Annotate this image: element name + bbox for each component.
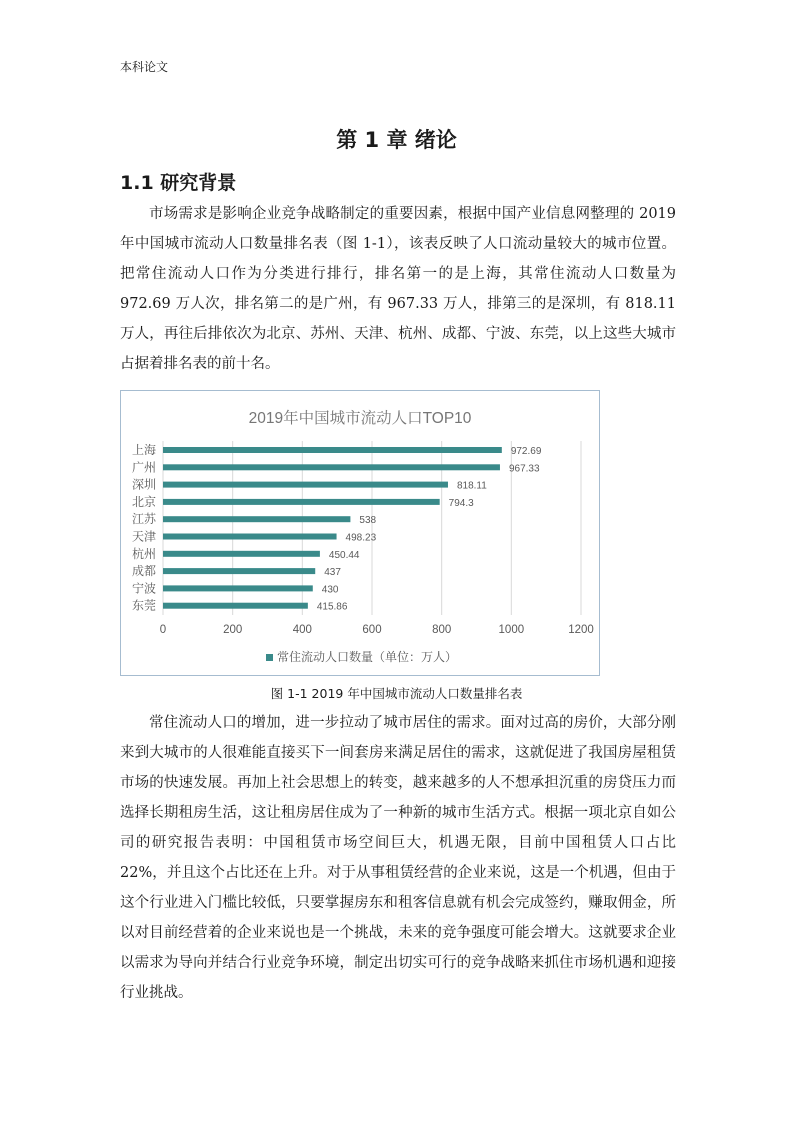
bar [163, 516, 350, 522]
chapter-title: 第 1 章 绪论 [336, 128, 457, 152]
section-title: 1.1 研究背景 [120, 172, 237, 194]
data-label: 538 [359, 515, 377, 527]
category-label: 江苏 [131, 512, 156, 527]
data-label: 450.44 [328, 549, 360, 561]
data-label: 430 [321, 584, 339, 596]
category-label: 天津 [131, 529, 156, 544]
bar [163, 482, 448, 488]
bar [163, 603, 308, 609]
category-label: 成都 [131, 564, 156, 579]
category-label: 宁波 [131, 581, 156, 596]
bar [163, 568, 315, 574]
bar [163, 585, 313, 591]
x-tick-label: 200 [223, 624, 243, 636]
x-tick-label: 400 [292, 624, 312, 636]
x-tick-label: 0 [159, 624, 167, 636]
chart-container [120, 390, 600, 676]
figure-caption: 图 1-1 2019 年中国城市流动人口数量排名表 [270, 686, 523, 701]
paragraph-demand: 常住流动人口的增加，进一步拉动了城市居住的需求。面对过高的房价，大部分刚来到大城市的人很难能直接买下一间套房来满足居住的需求，这就促进了我国房屋租赁市场的快速发展。再加上社会思想上的转变，越来越多的人不想承担沉重的房贷压力而选择长期租房生活，这让租房居住成为了一种新的城市生活方式。根据一项北京自如公司的研究报告表明：中国租赁市场空间巨大，机遇无限，目前中国租赁人口占比 22%，并且这个占比还在上升。对于从事租赁经营的企业来说，这是一个机遇，但由于这个行业进入门槛比较低，只要掌握房东和租客信息就有机会完成签约，赚取佣金，所以对目前经营着的企业来说也是一个挑战，未来的竞争强度可能会增大。这就要求企业以需求为导向并结合行业竞争环境，制定出切实可行的竞争战略来抓住市场机遇和迎接行业挑战。 [120, 715, 676, 1001]
bar [163, 499, 440, 505]
bar [163, 464, 500, 470]
page-header: 本科论文 [120, 60, 169, 74]
legend-label: 常住流动人口数量（单位：万人） [277, 650, 458, 664]
data-label: 967.33 [508, 463, 540, 475]
data-label: 437 [324, 567, 341, 579]
paragraph-intro: 市场需求是影响企业竞争战略制定的重要因素，根据中国产业信息网整理的 2019 年中国城市流动人口数量排名表（图 1-1），该表反映了人口流动量较大的城市位置。把常住流动人口作为分类进行排行，排名第一的是上海，其常住流动人口数量为 972.69 万人次，排名第二的是广州，有 967.33 万人，排第三的是深圳，有 818.11 万人，再往后排依次为北京、苏州、天津、杭州、成都、宁波、东莞，以上这些大城市占据着排名表的前十名。 [120, 206, 676, 372]
bar [163, 534, 337, 540]
category-label: 深圳 [131, 477, 156, 492]
category-label: 上海 [131, 443, 156, 457]
data-label: 415.86 [316, 601, 348, 613]
x-tick-label: 600 [362, 624, 382, 636]
data-label: 498.23 [345, 532, 377, 544]
bar [163, 447, 502, 453]
bar [163, 551, 320, 557]
bar-chart [121, 391, 599, 675]
category-label: 杭州 [131, 546, 156, 561]
x-tick-label: 1200 [568, 624, 594, 636]
x-tick-label: 1000 [498, 624, 525, 636]
category-label: 广州 [131, 460, 156, 475]
legend-swatch [266, 654, 273, 661]
chart-title: 2019年中国城市流动人口TOP10 [248, 410, 472, 427]
data-label: 972.69 [510, 446, 542, 457]
category-label: 北京 [131, 494, 156, 509]
data-label: 794.3 [448, 497, 474, 509]
category-label: 东莞 [131, 598, 156, 613]
data-label: 818.11 [456, 480, 487, 492]
x-tick-label: 800 [432, 624, 452, 636]
